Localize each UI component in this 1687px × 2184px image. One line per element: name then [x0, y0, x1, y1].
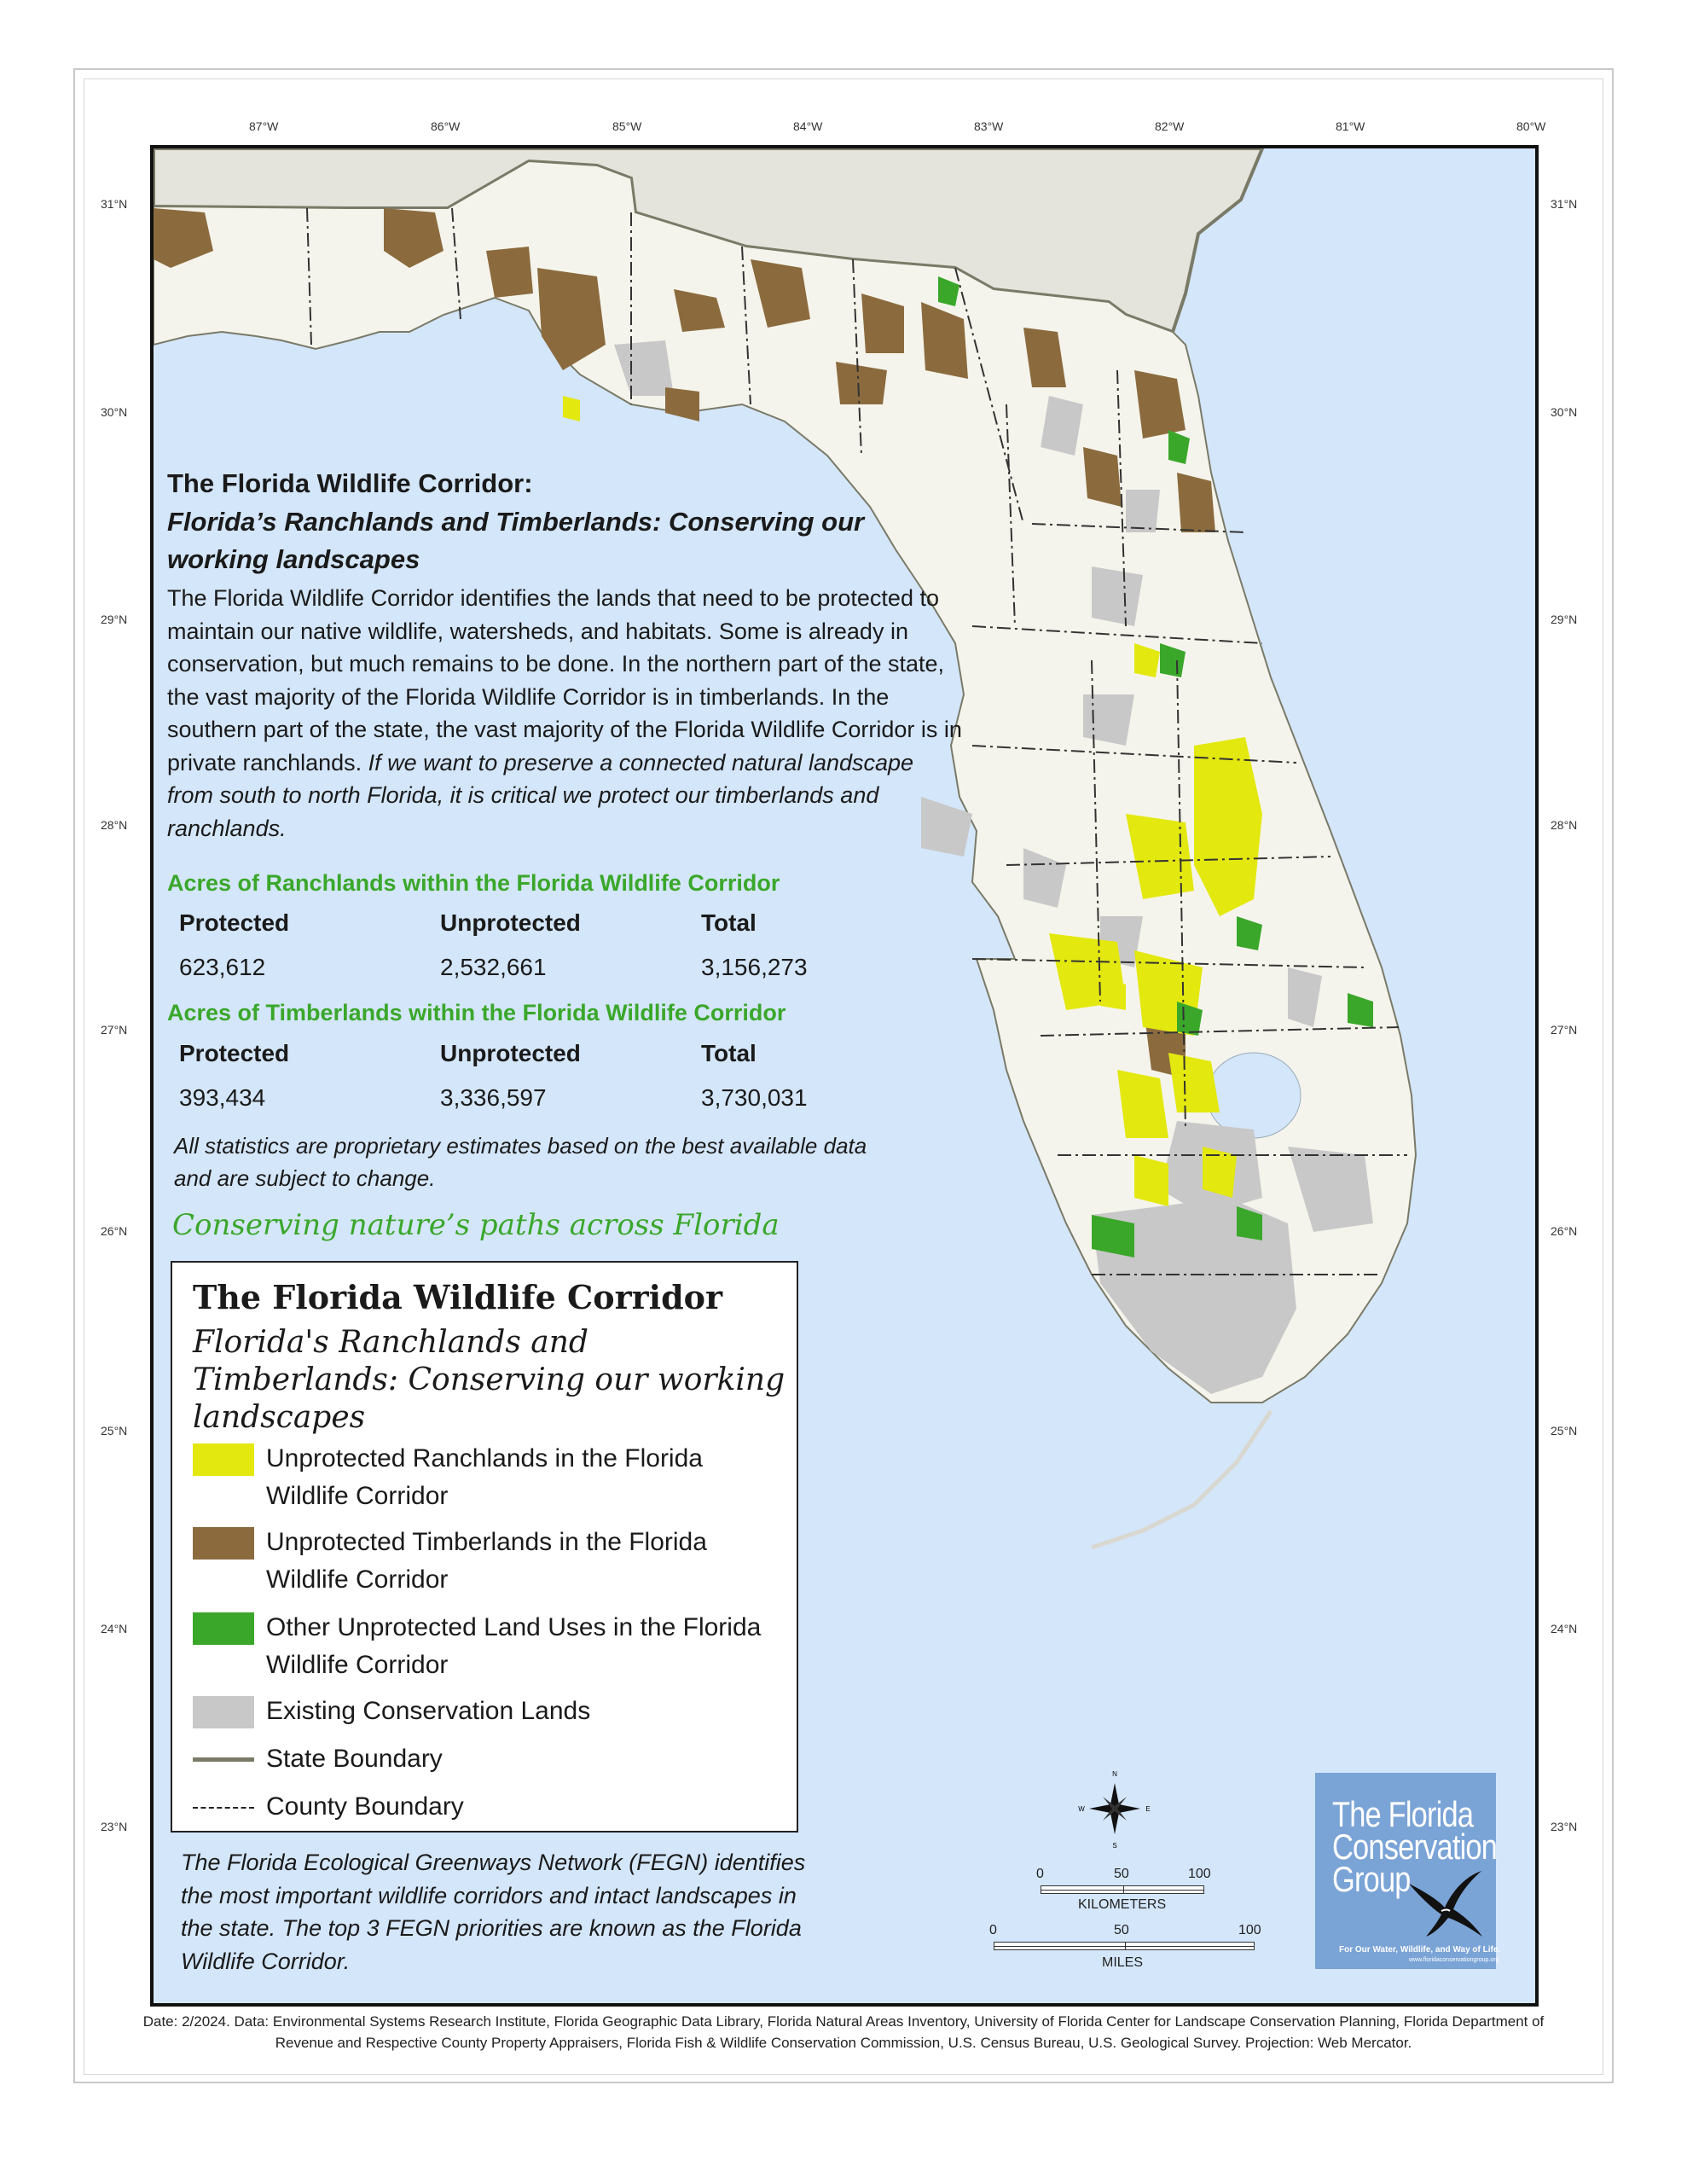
- longitude-label: 86°W: [431, 119, 461, 133]
- swallow-kite-icon: [1400, 1867, 1486, 1939]
- legend-label: Unprotected Timberlands in the Florida Wildlife Corridor: [266, 1528, 707, 1594]
- legend-item: [193, 1440, 790, 1508]
- logo-tagline: For Our Water, Wildlife, and Way of Life.: [1339, 1945, 1501, 1955]
- mi-tick-0: 0: [989, 1923, 997, 1937]
- logo-line-1: The Florida: [1332, 1794, 1474, 1834]
- compass-w: W: [1078, 1805, 1085, 1813]
- mi-tick-50: 50: [1114, 1923, 1129, 1937]
- logo-url: www.floridaconservationgroup.org: [1409, 1957, 1499, 1963]
- timber-col-total: Total: [701, 1040, 757, 1066]
- tagline: Conserving nature’s paths across Florida: [172, 1208, 780, 1242]
- timber-col-protected: Protected: [179, 1040, 290, 1066]
- latitude-label-right: 28°N: [1551, 818, 1578, 832]
- compass-s: S: [1112, 1842, 1117, 1850]
- intro-body-italic: If we want to preserve a connected natural landscape from south to north Florida, it is critical we protect our timberlands and ranchlands.: [167, 749, 914, 841]
- legend-item: [193, 1609, 790, 1677]
- intro-subtitle: Florida’s Ranchlands and Timberlands: Conserving our working landscapes: [167, 507, 865, 574]
- timber-stats-heading: Acres of Timberlands within the Florida Wildlife Corridor: [167, 1000, 786, 1025]
- latitude-label-left: 28°N: [101, 818, 128, 832]
- fegn-note: The Florida Ecological Greenways Network (FEGN) identifies the most important wildlife corridors and intact landscapes in the state. The top 3 FEGN priorities are known as the Florida Wildlife Corridor.: [181, 1850, 806, 1974]
- longitude-label: 84°W: [793, 119, 823, 133]
- intro-body: [167, 582, 965, 845]
- latitude-label-right: 27°N: [1551, 1023, 1578, 1037]
- latitude-label-right: 26°N: [1551, 1224, 1578, 1238]
- compass-e: E: [1145, 1805, 1151, 1813]
- ranch-unprotected-value: 2,532,661: [440, 954, 547, 980]
- longitude-label: 85°W: [612, 119, 642, 133]
- compass-rose-icon: [1076, 1766, 1153, 1851]
- km-scale-bar: [1041, 1885, 1204, 1894]
- longitude-label: 80°W: [1516, 119, 1546, 133]
- legend-swatch-icon: [193, 1807, 254, 1809]
- km-tick-50: 50: [1114, 1867, 1129, 1881]
- logo-line-3: Group: [1332, 1859, 1411, 1899]
- lake-okeechobee: [1207, 1053, 1301, 1138]
- legend-swatch-icon: [193, 1757, 254, 1762]
- timber-col-unprotected: Unprotected: [440, 1040, 581, 1066]
- longitude-label: 87°W: [249, 119, 279, 133]
- legend-swatch-icon: [193, 1696, 254, 1728]
- latitude-label-right: 23°N: [1551, 1820, 1578, 1833]
- latitude-label-left: 23°N: [101, 1820, 128, 1833]
- latitude-label-left: 27°N: [101, 1023, 128, 1037]
- legend-subtitle: Florida's Ranchlands and Timberlands: Conserving our working landscapes: [193, 1325, 786, 1435]
- mi-unit: MILES: [1102, 1955, 1144, 1970]
- km-tick-100: 100: [1188, 1867, 1211, 1881]
- timber-unprotected-value: 3,336,597: [440, 1084, 547, 1111]
- ranch-stats-heading: Acres of Ranchlands within the Florida Wildlife Corridor: [167, 870, 780, 896]
- legend-title: The Florida Wildlife Corridor: [193, 1278, 723, 1316]
- mi-tick-100: 100: [1238, 1923, 1261, 1937]
- latitude-label-right: 25°N: [1551, 1424, 1578, 1438]
- legend-label: Existing Conservation Lands: [266, 1697, 591, 1725]
- map-legend: [171, 1261, 798, 1833]
- latitude-label-left: 26°N: [101, 1224, 128, 1238]
- longitude-label: 82°W: [1155, 119, 1185, 133]
- ranch-protected-value: 623,612: [179, 954, 266, 980]
- longitude-label: 83°W: [974, 119, 1004, 133]
- legend-label: Unprotected Ranchlands in the Florida Wildlife Corridor: [266, 1444, 703, 1510]
- intro-text-block: [167, 468, 965, 845]
- legend-item: [193, 1524, 790, 1592]
- km-unit: KILOMETERS: [1078, 1897, 1167, 1912]
- timber-protected-value: 393,434: [179, 1084, 266, 1111]
- mi-scale-bar: [994, 1942, 1255, 1950]
- latitude-label-right: 29°N: [1551, 613, 1578, 626]
- intro-title: The Florida Wildlife Corridor:: [167, 468, 533, 498]
- latitude-label-left: 31°N: [101, 197, 128, 211]
- legend-label: State Boundary: [266, 1745, 443, 1773]
- timber-total-value: 3,730,031: [701, 1084, 808, 1111]
- legend-swatch-icon: [193, 1612, 254, 1645]
- legend-swatch-icon: [193, 1527, 254, 1560]
- legend-label: Other Unprotected Land Uses in the Florida Wildlife Corridor: [266, 1613, 762, 1679]
- compass-n: N: [1112, 1770, 1117, 1778]
- ranch-col-total: Total: [701, 909, 757, 936]
- stats-disclaimer: All statistics are proprietary estimates based on the best available data and are subject to change.: [174, 1133, 867, 1191]
- florida-keys: [1092, 1411, 1271, 1548]
- ranch-total-value: 3,156,273: [701, 954, 808, 980]
- scale-bars: [989, 1867, 1271, 1978]
- footer-credits: Date: 2/2024. Data: Environmental Systems Research Institute, Florida Geographic Data Library, Florida Natural Areas Inventory, University of Florida Center for Landscape Conservation Planning, Florida Department of Revenue and Respective County Property Appraisers, Florida Fish & Wildlife Conservation Commission, U.S. Census Bureau, U.S. Geological Survey. Projection: Web Mercator.: [142, 2013, 1545, 2051]
- latitude-label-left: 24°N: [101, 1622, 128, 1635]
- latitude-label-left: 29°N: [101, 613, 128, 626]
- ranch-col-unprotected: Unprotected: [440, 909, 581, 936]
- legend-label: County Boundary: [266, 1792, 464, 1821]
- longitude-label: 81°W: [1336, 119, 1365, 133]
- km-tick-0: 0: [1036, 1867, 1044, 1881]
- legend-swatch-icon: [193, 1443, 254, 1476]
- latitude-label-right: 31°N: [1551, 197, 1578, 211]
- florida-conservation-group-logo[interactable]: [1315, 1773, 1501, 1969]
- latitude-label-left: 30°N: [101, 405, 128, 419]
- ranch-col-protected: Protected: [179, 909, 290, 936]
- intro-body-text: The Florida Wildlife Corridor identifies the lands that need to be protected to maintain our native wildlife, watersheds, and habitats. Some is already in conservation, but much remains to be done. In the northern part of the state, the vast majority of the Florida Wildlife Corridor is in timberlands. In the southern part of the state, the vast majority of the Florida Wildlife Corridor is in private ranchlands.: [167, 585, 962, 775]
- latitude-label-right: 24°N: [1551, 1622, 1578, 1635]
- logo-line-2: Conservation: [1332, 1827, 1498, 1867]
- latitude-label-left: 25°N: [101, 1424, 128, 1438]
- latitude-label-right: 30°N: [1551, 405, 1578, 419]
